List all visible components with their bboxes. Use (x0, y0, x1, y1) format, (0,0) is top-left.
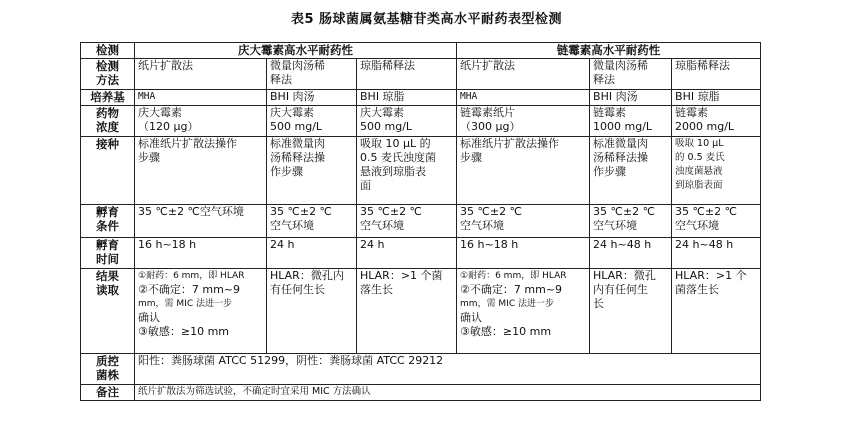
table-cell: 16 h~18 h (135, 238, 267, 269)
row-label: 质控 菌株 (81, 354, 135, 385)
table-cell: 标准纸片扩散法操作 步骤 (135, 137, 267, 205)
table-cell: HLAR：>1 个菌 落生长 (357, 269, 457, 354)
table-cell: 链霉素 2000 mg/L (672, 106, 761, 137)
table-row (81, 43, 761, 59)
table-cell: HLAR：微孔内 有任何生长 (267, 269, 357, 354)
row-label: 结果 读取 (81, 269, 135, 354)
row-label: 备注 (81, 385, 135, 401)
table-row (81, 90, 761, 106)
table-row (81, 106, 761, 137)
table-cell: ①耐药：6 mm，即 HLAR ②不确定：7 mm~9 mm，需 MIC 法进一步 确认 ③敏感：≥10 mm (135, 269, 267, 354)
row-label: 接种 (81, 137, 135, 205)
row-label: 培养基 (81, 90, 135, 106)
table-row (81, 205, 761, 238)
table-cell: 庆大霉素 500 mg/L (267, 106, 357, 137)
table-cell: 琼脂稀释法 (357, 59, 457, 90)
table-row (81, 137, 761, 205)
table-cell: 标准微量肉 汤稀释法操 作步骤 (590, 137, 672, 205)
table-cell: 35 ℃±2 ℃ 空气环境 (357, 205, 457, 238)
table-cell: 24 h (267, 238, 357, 269)
streptomycin-group-header: 链霉素高水平耐药性 (457, 43, 761, 59)
row-label: 孵育 时间 (81, 238, 135, 269)
table-cell: BHI 肉汤 (590, 90, 672, 106)
table-caption: 表5 肠球菌属氨基糖苷类高水平耐药表型检测 (290, 12, 563, 27)
table-cell: 纸片扩散法 (135, 59, 267, 90)
hlar-detection-table (80, 42, 761, 401)
table-cell: BHI 琼脂 (672, 90, 761, 106)
table-row (81, 354, 761, 385)
table-cell: 微量肉汤稀 释法 (267, 59, 357, 90)
table-cell: 标准微量肉 汤稀释法操 作步骤 (267, 137, 357, 205)
table-cell: 35 ℃±2 ℃ 空气环境 (590, 205, 672, 238)
table-cell: MHA (135, 90, 267, 106)
table-cell: 链霉素纸片 （300 µg） (457, 106, 590, 137)
table-cell: 35 ℃±2 ℃ 空气环境 (672, 205, 761, 238)
gentamicin-group-header: 庆大霉素高水平耐药性 (135, 43, 457, 59)
table-cell: HLAR：>1 个 菌落生长 (672, 269, 761, 354)
table-cell: HLAR：微孔 内有任何生 长 (590, 269, 672, 354)
row-label: 检测 方法 (81, 59, 135, 90)
table-cell: MHA (457, 90, 590, 106)
table-cell: 35 ℃±2 ℃ 空气环境 (457, 205, 590, 238)
note-text: 纸片扩散法为筛选试验，不确定时宜采用 MIC 方法确认 (135, 385, 761, 401)
table-cell: 纸片扩散法 (457, 59, 590, 90)
table-row (81, 269, 761, 354)
table-row (81, 238, 761, 269)
table-cell: 16 h~18 h (457, 238, 590, 269)
table-cell: 庆大霉素 500 mg/L (357, 106, 457, 137)
table-cell: 标准纸片扩散法操作 步骤 (457, 137, 590, 205)
table-cell: 吸取 10 µL 的 0.5 麦氏浊度菌 悬液到琼脂表 面 (357, 137, 457, 205)
table-cell: 微量肉汤稀 释法 (590, 59, 672, 90)
table-cell: 35 ℃±2 ℃ 空气环境 (267, 205, 357, 238)
table-cell: 35 ℃±2 ℃空气环境 (135, 205, 267, 238)
qc-strain-text: 阳性：粪肠球菌 ATCC 51299，阴性：粪肠球菌 ATCC 29212 (135, 354, 761, 385)
row-label: 检测 (81, 43, 135, 59)
table-cell: 庆大霉素 （120 µg） (135, 106, 267, 137)
table-cell: BHI 琼脂 (357, 90, 457, 106)
table-cell: BHI 肉汤 (267, 90, 357, 106)
row-label: 药物 浓度 (81, 106, 135, 137)
table-cell: 24 h~48 h (590, 238, 672, 269)
table-cell: 链霉素 1000 mg/L (590, 106, 672, 137)
table-cell: ①耐药：6 mm，即 HLAR ②不确定：7 mm~9 mm，需 MIC 法进一步 确认 ③敏感：≥10 mm (457, 269, 590, 354)
table-cell: 吸取 10 µL 的 0.5 麦氏 浊度菌悬液 到琼脂表面 (672, 137, 761, 205)
table-row (81, 385, 761, 401)
table-row (81, 59, 761, 90)
table-cell: 琼脂稀释法 (672, 59, 761, 90)
table-cell: 24 h~48 h (672, 238, 761, 269)
row-label: 孵育 条件 (81, 205, 135, 238)
table-cell: 24 h (357, 238, 457, 269)
